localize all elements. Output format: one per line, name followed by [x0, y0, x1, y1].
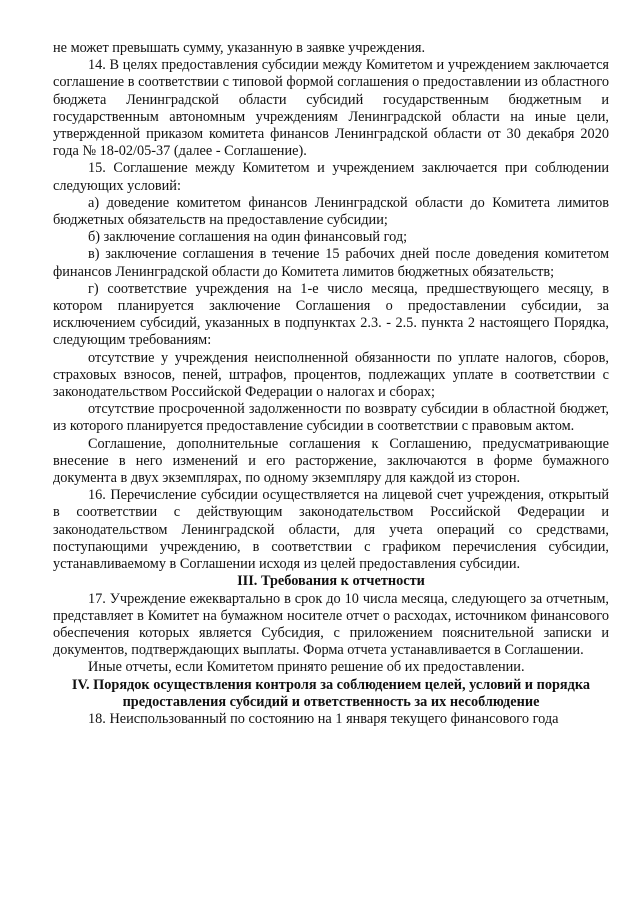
paragraph-17: 17. Учреждение ежеквартально в срок до 10 числа месяца, следующего за отчетным, представляет в Комитет на бумажном носителе отчет о расходах, источником финансового обеспечения которых является Субсидия, с приложением пояснительной записки и документов, подтверждающих выплаты. Форма отчета устанавливается в Соглашении. — [53, 590, 609, 659]
paragraph-15-g: г) соответствие учреждения на 1-е число месяца, предшествующего месяцу, в котором планируется заключение Соглашения о предоставлении субсидии, за исключением субсидий, указанных в подпунктах 2.3. - 2.5. пункта 2 настоящего Порядка, следующим требованиям: — [53, 280, 609, 349]
paragraph-15-g-requirement-1: отсутствие у учреждения неисполненной обязанности по уплате налогов, сборов, страховых взносов, пеней, штрафов, процентов, подлежащих уплате в соответствии с законодательством Российской Федерации о налогах и сборах; — [53, 349, 609, 401]
paragraph-15-v: в) заключение соглашения в течение 15 рабочих дней после доведения комитетом финансов Ленинградской области до Комитета лимитов бюджетных обязательств; — [53, 246, 609, 280]
paragraph-14: 14. В целях предоставления субсидии между Комитетом и учреждением заключается соглашение в соответствии с типовой формой соглашения о предоставлении из областного бюджета Ленинградской области субсидий государственным бюджетным и государственным автономным учреждениям Ленинградской области на иные цели, утвержденной приказом комитета финансов Ленинградской области от 30 декабря 2020 года № 18-02/05-37 (далее - Соглашение). — [53, 57, 609, 160]
paragraph-15-g-requirement-2: отсутствие просроченной задолженности по возврату субсидии в областной бюджет, из которого планируется предоставление субсидии в соответствии с правовым актом. — [53, 401, 609, 435]
paragraph-18: 18. Неиспользованный по состоянию на 1 января текущего финансового года — [88, 710, 559, 727]
paragraph-agreement-amendments: Соглашение, дополнительные соглашения к Соглашению, предусматривающие внесение в него изменений и его расторжение, заключаются в форме бумажного документа в двух экземплярах, по одному экземпляру для каждой из сторон. — [53, 435, 609, 487]
paragraph-16: 16. Перечисление субсидии осуществляется на лицевой счет учреждения, открытый в соответствии с действующим законодательством Российской Федерации и законодательством Ленинградской области, для учета операций со средствами, поступающими учреждению, в соответствии с графиком перечисления субсидии, устанавливаемому в Соглашении исходя из целей предоставления субсидии. — [53, 487, 609, 573]
document-page — [53, 40, 609, 728]
section-heading-iii: III. Требования к отчетности — [237, 573, 425, 590]
paragraph-17-other-reports: Иные отчеты, если Комитетом принято решение об их предоставлении. — [88, 659, 525, 676]
paragraph-15-b: б) заключение соглашения на один финансовый год; — [88, 229, 408, 246]
section-heading-iv: IV. Порядок осуществления контроля за соблюдением целей, условий и порядка предоставления субсидий и ответственность за их несоблюдение — [71, 676, 591, 710]
paragraph-15-a: а) доведение комитетом финансов Ленинградской области до Комитета лимитов бюджетных обязательств на предоставление субсидии; — [53, 194, 609, 229]
paragraph-continuation: не может превышать сумму, указанную в заявке учреждения. — [53, 40, 426, 56]
paragraph-15: 15. Соглашение между Комитетом и учреждением заключается при соблюдении следующих условий: — [53, 160, 609, 194]
